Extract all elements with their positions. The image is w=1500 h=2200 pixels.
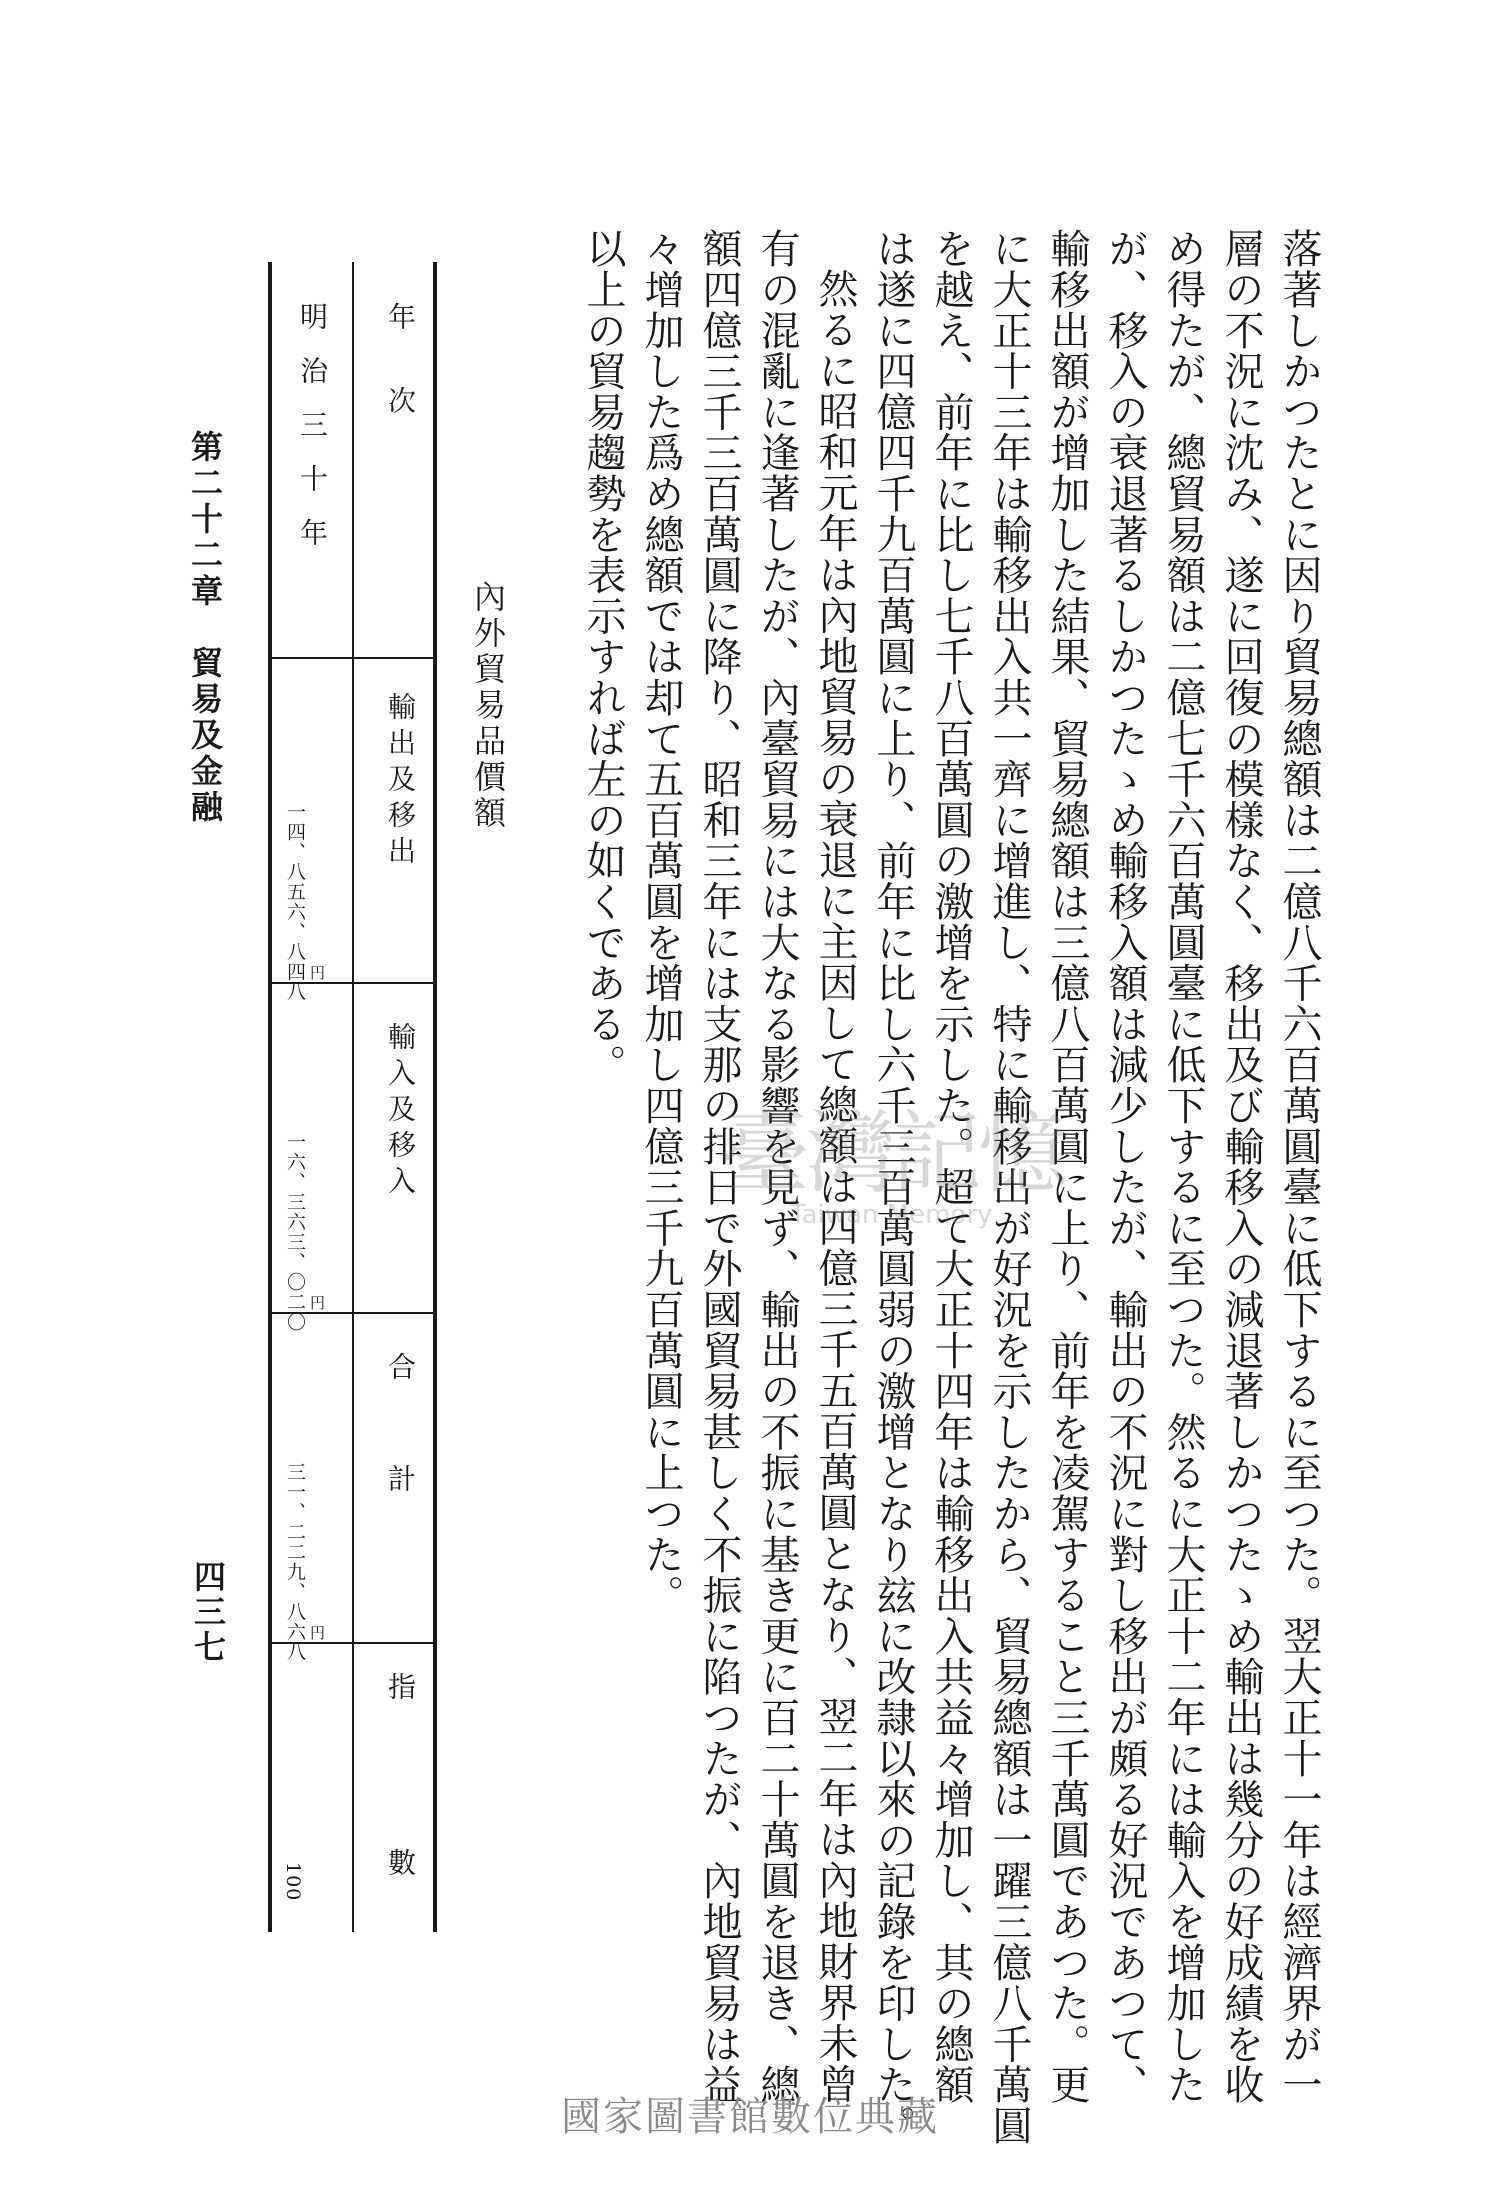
taiwan-memory-watermark — [720, 1060, 1064, 1250]
text-line: 以上の貿易趨勢を表示すれば左の如くである。 — [580, 228, 626, 1085]
cell-index: 100 — [282, 1862, 304, 1902]
trade-value-table — [268, 262, 440, 1936]
cell-exports: 一四、八五六、八四八 — [284, 802, 306, 1002]
text-line: 然るに昭和元年は內地貿易の衰退に主因して總額は四億三千五百萬圓となり、翌二年は內地財界未曾 — [812, 268, 858, 2104]
text-line: 々增加した爲め總額では却て五百萬圓を增加し四億三千九百萬圓に上つた。 — [638, 228, 684, 1616]
cell-total: 三一、二二九、八六八 — [284, 1462, 306, 1662]
cell-imports: 一六、三六三、〇二〇 — [284, 1132, 306, 1332]
text-line: め得たが、總貿易額は二億七千六百萬圓臺に低下するに至つた。然るに大正十二年には輸入を增加した — [1160, 228, 1206, 2105]
table-col-divider — [268, 657, 437, 659]
header-year: 年 次 — [384, 302, 417, 428]
cell-exports-unit: 円 — [310, 964, 326, 982]
footer-credit: 國家圖書館數位典藏 — [561, 2094, 939, 2140]
table-border-right — [433, 262, 437, 1932]
text-line: を越え、前年に比し七千八百萬圓の激增を示した。超て大正十四年は輸移出入共益々增加し、其の總額 — [928, 228, 974, 2105]
watermark-logo-subtext: Taiwan Memory — [790, 1200, 993, 1230]
watermark-logo-text: 臺灣記憶 — [720, 1101, 1064, 1206]
header-index: 指 數 — [384, 1672, 417, 1936]
table-heading: 內外貿易品價額 — [469, 580, 507, 832]
text-line: が、移入の衰退著るしかつたゝめ輸移入額は減少したが、輸出の不況に對し移出が頗る好況であつて、 — [1102, 228, 1148, 2105]
page-number: 四三七 — [189, 1560, 227, 1665]
cell-total-unit: 円 — [310, 1624, 326, 1642]
text-line: に大正十三年は輸移出入共一齊に增進し、特に輸移出が好況を示したから、貿易總額は一躍三億八千萬圓 — [986, 228, 1032, 2146]
cell-year: 明治三十年 — [296, 302, 329, 572]
text-line: 層の不況に沈み、遂に回復の模樣なく、移出及び輸移入の減退著しかつたゝめ輸出は幾分の好成績を收 — [1218, 228, 1264, 2105]
table-border-left — [268, 262, 272, 1932]
text-line: 有の混亂に逢著したが、內臺貿易には大なる影響を見ず、輸出の不振に基き更に百二十萬圓を退き、總 — [754, 228, 800, 2105]
header-imports: 輸入及移入 — [384, 1022, 417, 1202]
text-line: 落著しかつたとに因り貿易總額は二億八千六百萬圓臺に低下するに至つた。翌大正十一年は經濟界が一 — [1276, 228, 1322, 2105]
table-header-divider — [352, 262, 354, 1932]
text-line: 額四億三千三百萬圓に降り、昭和三年には支那の排日で外國貿易甚しく不振に陷つたが、內地貿易は益 — [696, 228, 742, 2105]
chapter-title: 第二十二章 貿易及金融 — [186, 430, 224, 826]
cell-imports-unit: 円 — [310, 1294, 326, 1312]
text-line: 輸移出額が增加した結果、貿易總額は三億八百萬圓に上り、前年を凌駕すること三千萬圓であつた。更 — [1044, 228, 1090, 2105]
text-line: は遂に四億四千九百萬圓に上り、前年に比し六千三百萬圓弱の激增となり玆に改隷以來の記錄を印した。 — [870, 228, 916, 2146]
header-exports: 輸出及移出 — [384, 692, 417, 872]
header-total: 合 計 — [384, 1352, 417, 1520]
